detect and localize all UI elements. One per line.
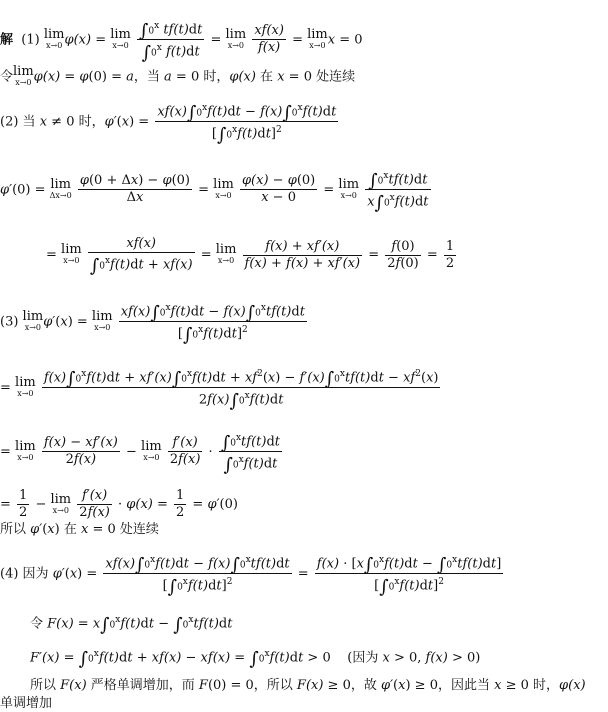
line-2: 令 lim x→0 φ(x) = φ(0) = a，当 a = 0 时，φ(x) 在 x = 0 处连续 — [0, 64, 356, 87]
line-4: φ′(0) = lim Δx→0 $\frac{\varphi(0 + \Delta x) - \varphi(0)}{\Delta x}$ = lim x→0 $\frac{\varphi(x) - \varphi(0)}{x - 0}$ = lim x→0 $\frac{\int 0^xtf(t)dt}{x\int 0^xf(t)dt}$ — [0, 170, 429, 214]
line-14: 所以 F(x) 严格单调增加，而 F(0) = 0，所以 F(x) ≥ 0，故 φ′(x) ≥ 0，因此当 x ≥ 0 时，φ(x) — [30, 678, 586, 693]
line-12: 令 $F(x) = x\int 0^xf(t)dt - \int 0^xtf(t)dt$ — [30, 614, 233, 636]
line-7: = lim x→0 $f(x)\int 0^xf(t)dt + xf'(x)\int 0^xf(t)dt + xf^2(x) - f'(x)\int 0^xtf(t)dt - xf^2(x)$ 2f(x)∫0$^x$f(t)dt — [0, 368, 439, 412]
line-11: (4) 因为 φ′(x) = $\frac{xf(x)\int 0^xf(t)dt - f(x)\int 0^xtf(t)dt}{[\int 0^xf(t)dt]^2}$ = $\frac{f(x) \cdot [x\int 0^xf(t)dt - \int 0^xtf(t)dt]}{[\int 0^xf(t)dt]^2}$ — [0, 554, 502, 598]
line-1: 解 (1) lim x→0 φ(x) = lim x→0 $\frac{\int 0^x tf(t)dt}{\int 0^x f(t)dt}$ = lim x→0 $\frac{xf(x)}{f(x)}$ = lim x→0 x = 0 — [0, 20, 363, 64]
line-5: = lim x→0 $\frac{xf(x)}{\int 0^xf(t)dt + xf(x)}$ = lim x→0 $\frac{f(x) + xf'(x)}{f(x) + f(x) + xf'(x)}$ = $\frac{f(0)}{2f(0)}$ = $\frac{1}{2}$ — [46, 236, 455, 277]
line-6: (3) lim x→0 φ′(x) = lim x→0 $\frac{xf(x)\int 0^xf(t)dt - f(x)\int 0^xtf(t)dt}{[\int 0^xf(t)dt]^2}$ — [0, 302, 305, 346]
line-13: $F'(x) = \int 0^xf(t)dt + xf(x) - xf(x) = \int 0^xf(t)dt > 0$ (因为 x > 0, f(x) > 0) — [30, 648, 481, 670]
line-10: 所以 φ′(x) 在 x = 0 处连续 — [0, 522, 159, 537]
line-3: (2) 当 x ≠ 0 时，φ′(x) = $\frac{xf(x)\int 0^xf(t)dt - f(x)\int 0^xf(t)dt}{[\int 0^xf(t)dt]^2}$ — [0, 102, 337, 146]
line-15: 单调增加 — [0, 696, 53, 711]
line-8: = lim x→0 $\frac{f(x) - xf'(x)}{2f(x)}$ − lim x→0 $\frac{f'(x)}{2f(x)}$ · $\frac{\int 0^xtf(t)dt}{\int 0^xf(t)dt}$ — [0, 432, 280, 476]
line-9: = $\frac{1}{2}$ − lim x→0 $\frac{f'(x)}{2f(x)}$ · φ(x) = $\frac{1}{2}$ = φ′(0) — [0, 488, 238, 520]
